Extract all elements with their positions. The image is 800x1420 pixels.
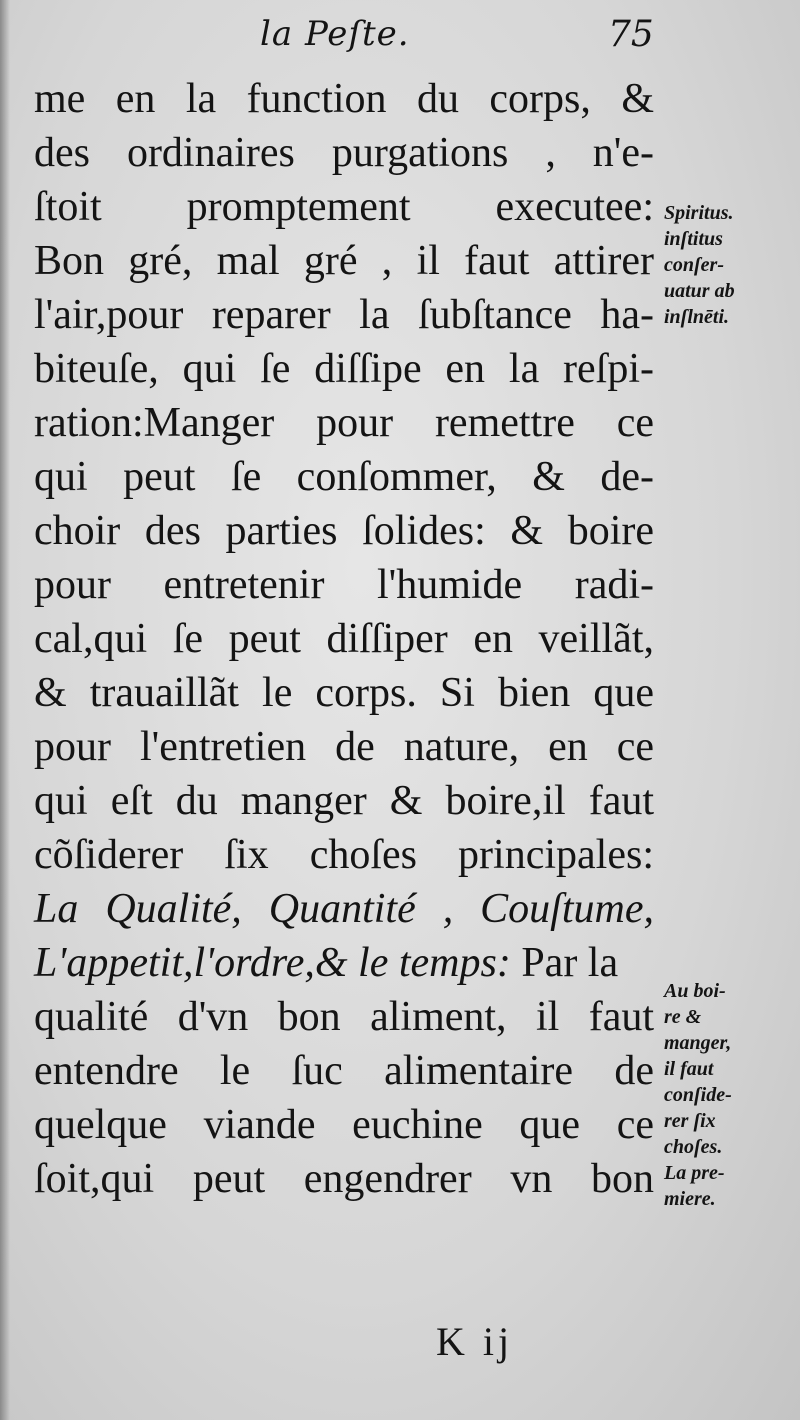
text-line: me en la function du corps, & (34, 76, 654, 122)
margin-note-line: conſer- (664, 254, 724, 276)
margin-note-line: manger, (664, 1032, 732, 1054)
margin-note (664, 200, 794, 330)
running-head: la Peſte. (260, 14, 410, 54)
text-line: ration:Manger pour remettre ce (34, 400, 654, 446)
text-line: pour entretenir l'humide radi- (34, 562, 654, 608)
mixed-text-line (34, 936, 654, 990)
margin-note-line: conſide- (664, 1084, 732, 1106)
roman-segment: Par la (510, 940, 619, 986)
margin-note-line: inſtitus (664, 228, 723, 250)
italic-segment: L'appetit,l'ordre,& le temps: (34, 940, 511, 986)
text-line: entendre le ſuc alimentaire de (34, 1048, 654, 1094)
text-line: l'air,pour reparer la ſubſtance ha- (34, 292, 654, 338)
margin-note-line: rer ſix (664, 1110, 716, 1132)
margin-note-line: miere. (664, 1188, 716, 1210)
text-line: cõſiderer ſix choſes principales: (34, 832, 654, 878)
text-line: qui peut ſe conſommer, & de- (34, 454, 654, 500)
margin-note-line: uatur ab (664, 280, 735, 302)
text-line: ſoit,qui peut engendrer vn bon (34, 1156, 654, 1202)
text-line: choir des parties ſolides: & boire (34, 508, 654, 554)
margin-note-line: inſlnēti. (664, 306, 730, 328)
text-line: des ordinaires purgations , n'e- (34, 130, 654, 176)
page-number: 75 (608, 14, 654, 55)
text-line: & trauaillãt le corps. Si bien que (34, 670, 654, 716)
margin-note-line: il faut (664, 1058, 714, 1080)
margin-note-line: Spiritus. (664, 202, 734, 224)
text-line: qualité d'vn bon aliment, il faut (34, 994, 654, 1040)
text-line: cal,qui ſe peut diſſiper en veillãt, (34, 616, 654, 662)
text-line: qui eſt du manger & boire,il faut (34, 778, 654, 824)
margin-note-line: choſes. (664, 1136, 723, 1158)
text-line: quelque viande euchine que ce (34, 1102, 654, 1148)
text-line: pour l'entretien de nature, en ce (34, 724, 654, 770)
text-line: Bon gré, mal gré , il faut attirer (34, 238, 654, 284)
margin-note-line: Au boi- (664, 980, 726, 1002)
margin-note-line: La pre- (664, 1162, 725, 1184)
italic-text-line: La Qualité, Quantité , Couſtume, (34, 886, 654, 932)
margin-note (664, 978, 794, 1212)
page-gutter-shadow (0, 0, 10, 1420)
text-line: biteuſe, qui ſe diſſipe en la reſpi- (34, 346, 654, 392)
signature-mark: K ij (436, 1319, 514, 1364)
body-text (34, 72, 654, 1206)
margin-note-line: re & (664, 1006, 702, 1028)
text-line: ſtoit promptement executee: (34, 184, 654, 230)
